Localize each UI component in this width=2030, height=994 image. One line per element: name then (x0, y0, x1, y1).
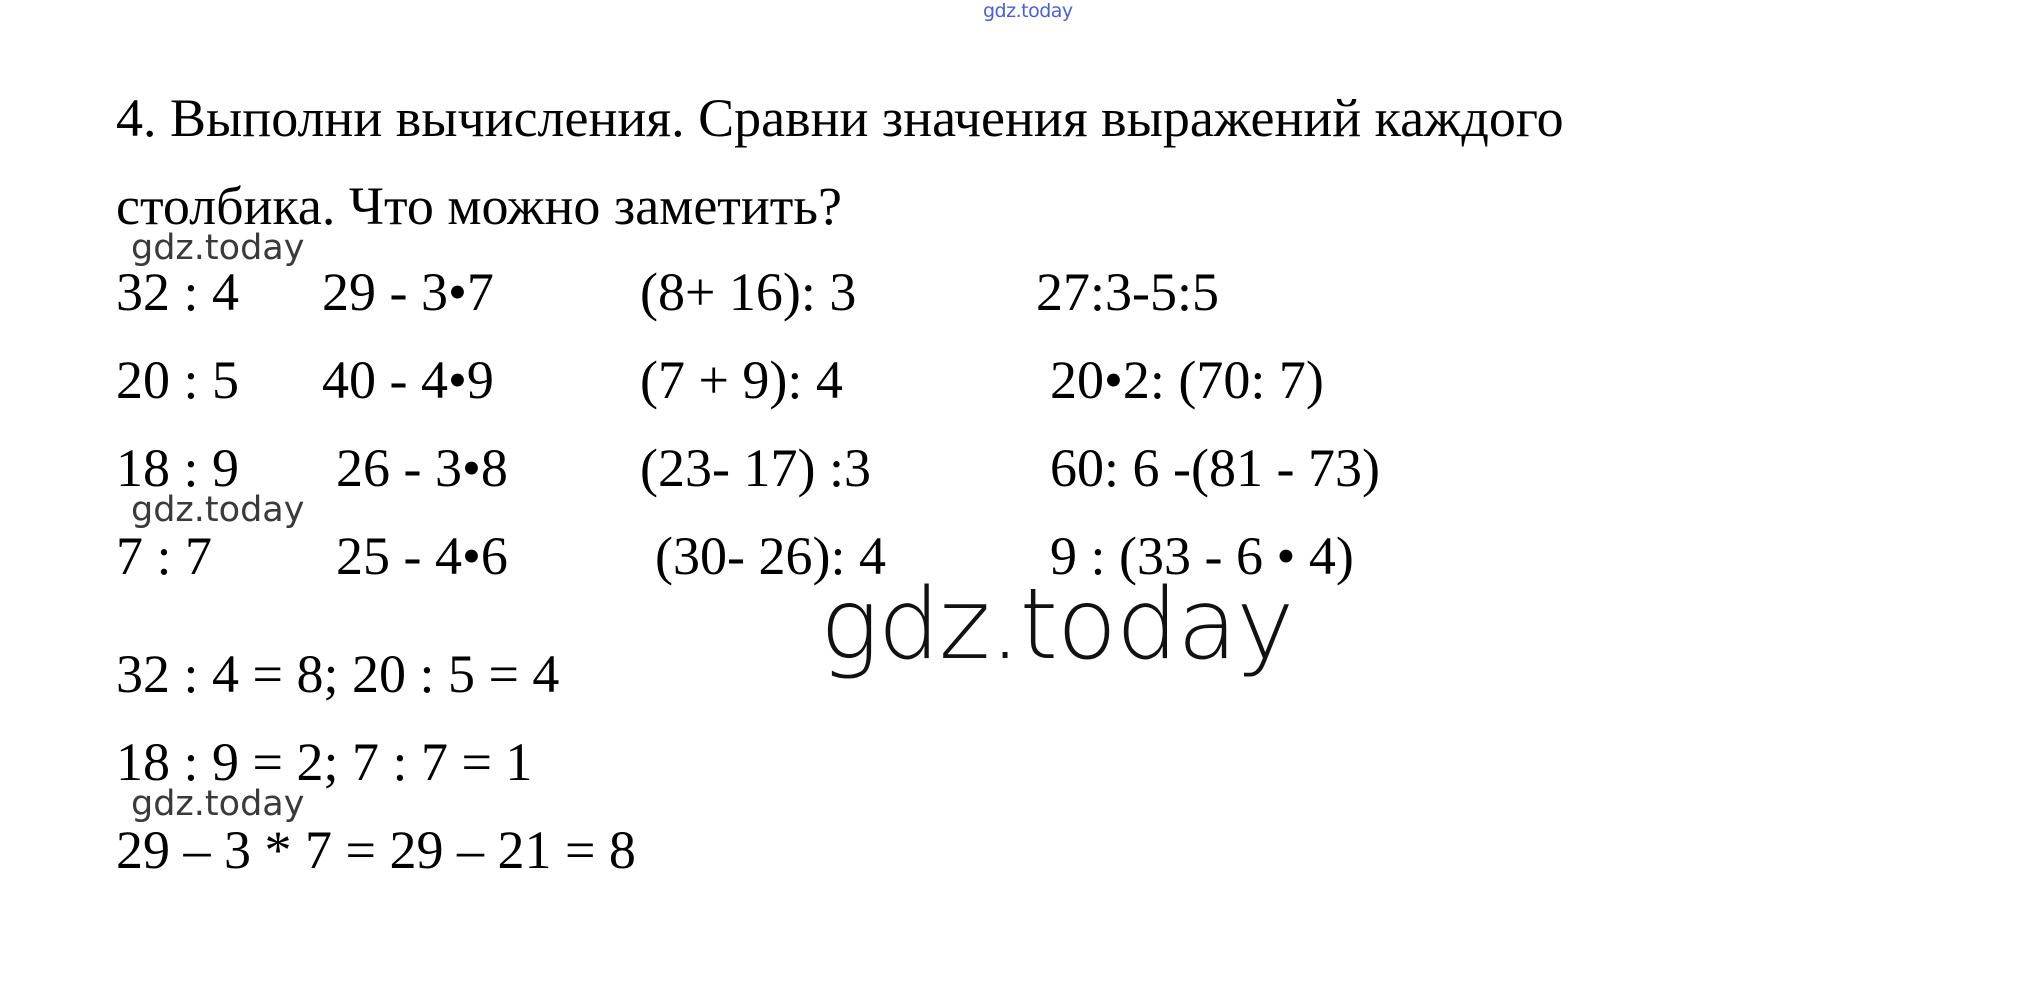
watermark-small-2: gdz.today (131, 490, 305, 530)
expression-col4-row4: 9 : (33 - 6 • 4) (1050, 526, 1354, 586)
expression-col2-row3: 26 - 3•8 (336, 438, 508, 498)
expression-col1-row1: 32 : 4 (116, 262, 240, 322)
expression-col3-row1: (8+ 16): 3 (640, 262, 857, 322)
answer-line-3: 29 – 3 * 7 = 29 – 21 = 8 (116, 820, 636, 880)
task-title-line-1: 4. Выполни вычисления. Сравни значения выражений каждого (116, 88, 1564, 148)
watermark-small-1: gdz.today (131, 228, 305, 268)
expression-col1-row2: 20 : 5 (116, 350, 240, 410)
watermark-small-3: gdz.today (131, 784, 305, 824)
expression-col3-row4: (30- 26): 4 (655, 526, 886, 586)
watermark-large: gdz.today (820, 568, 1294, 682)
expression-col4-row1: 27:3-5:5 (1036, 262, 1219, 322)
expression-col1-row3: 18 : 9 (116, 438, 240, 498)
expression-col2-row2: 40 - 4•9 (322, 350, 494, 410)
expression-col4-row3: 60: 6 -(81 - 73) (1050, 438, 1380, 498)
header-watermark: gdz.today (983, 0, 1073, 22)
expression-col3-row3: (23- 17) :3 (640, 438, 871, 498)
expression-col2-row4: 25 - 4•6 (336, 526, 508, 586)
task-title-line-2: столбика. Что можно заметить? (116, 176, 842, 236)
expression-col4-row2: 20•2: (70: 7) (1050, 350, 1324, 410)
expression-col3-row2: (7 + 9): 4 (640, 350, 843, 410)
expression-col2-row1: 29 - 3•7 (322, 262, 494, 322)
expression-col1-row4: 7 : 7 (116, 526, 213, 586)
answer-line-1: 32 : 4 = 8; 20 : 5 = 4 (116, 644, 560, 704)
answer-line-2: 18 : 9 = 2; 7 : 7 = 1 (116, 732, 533, 792)
